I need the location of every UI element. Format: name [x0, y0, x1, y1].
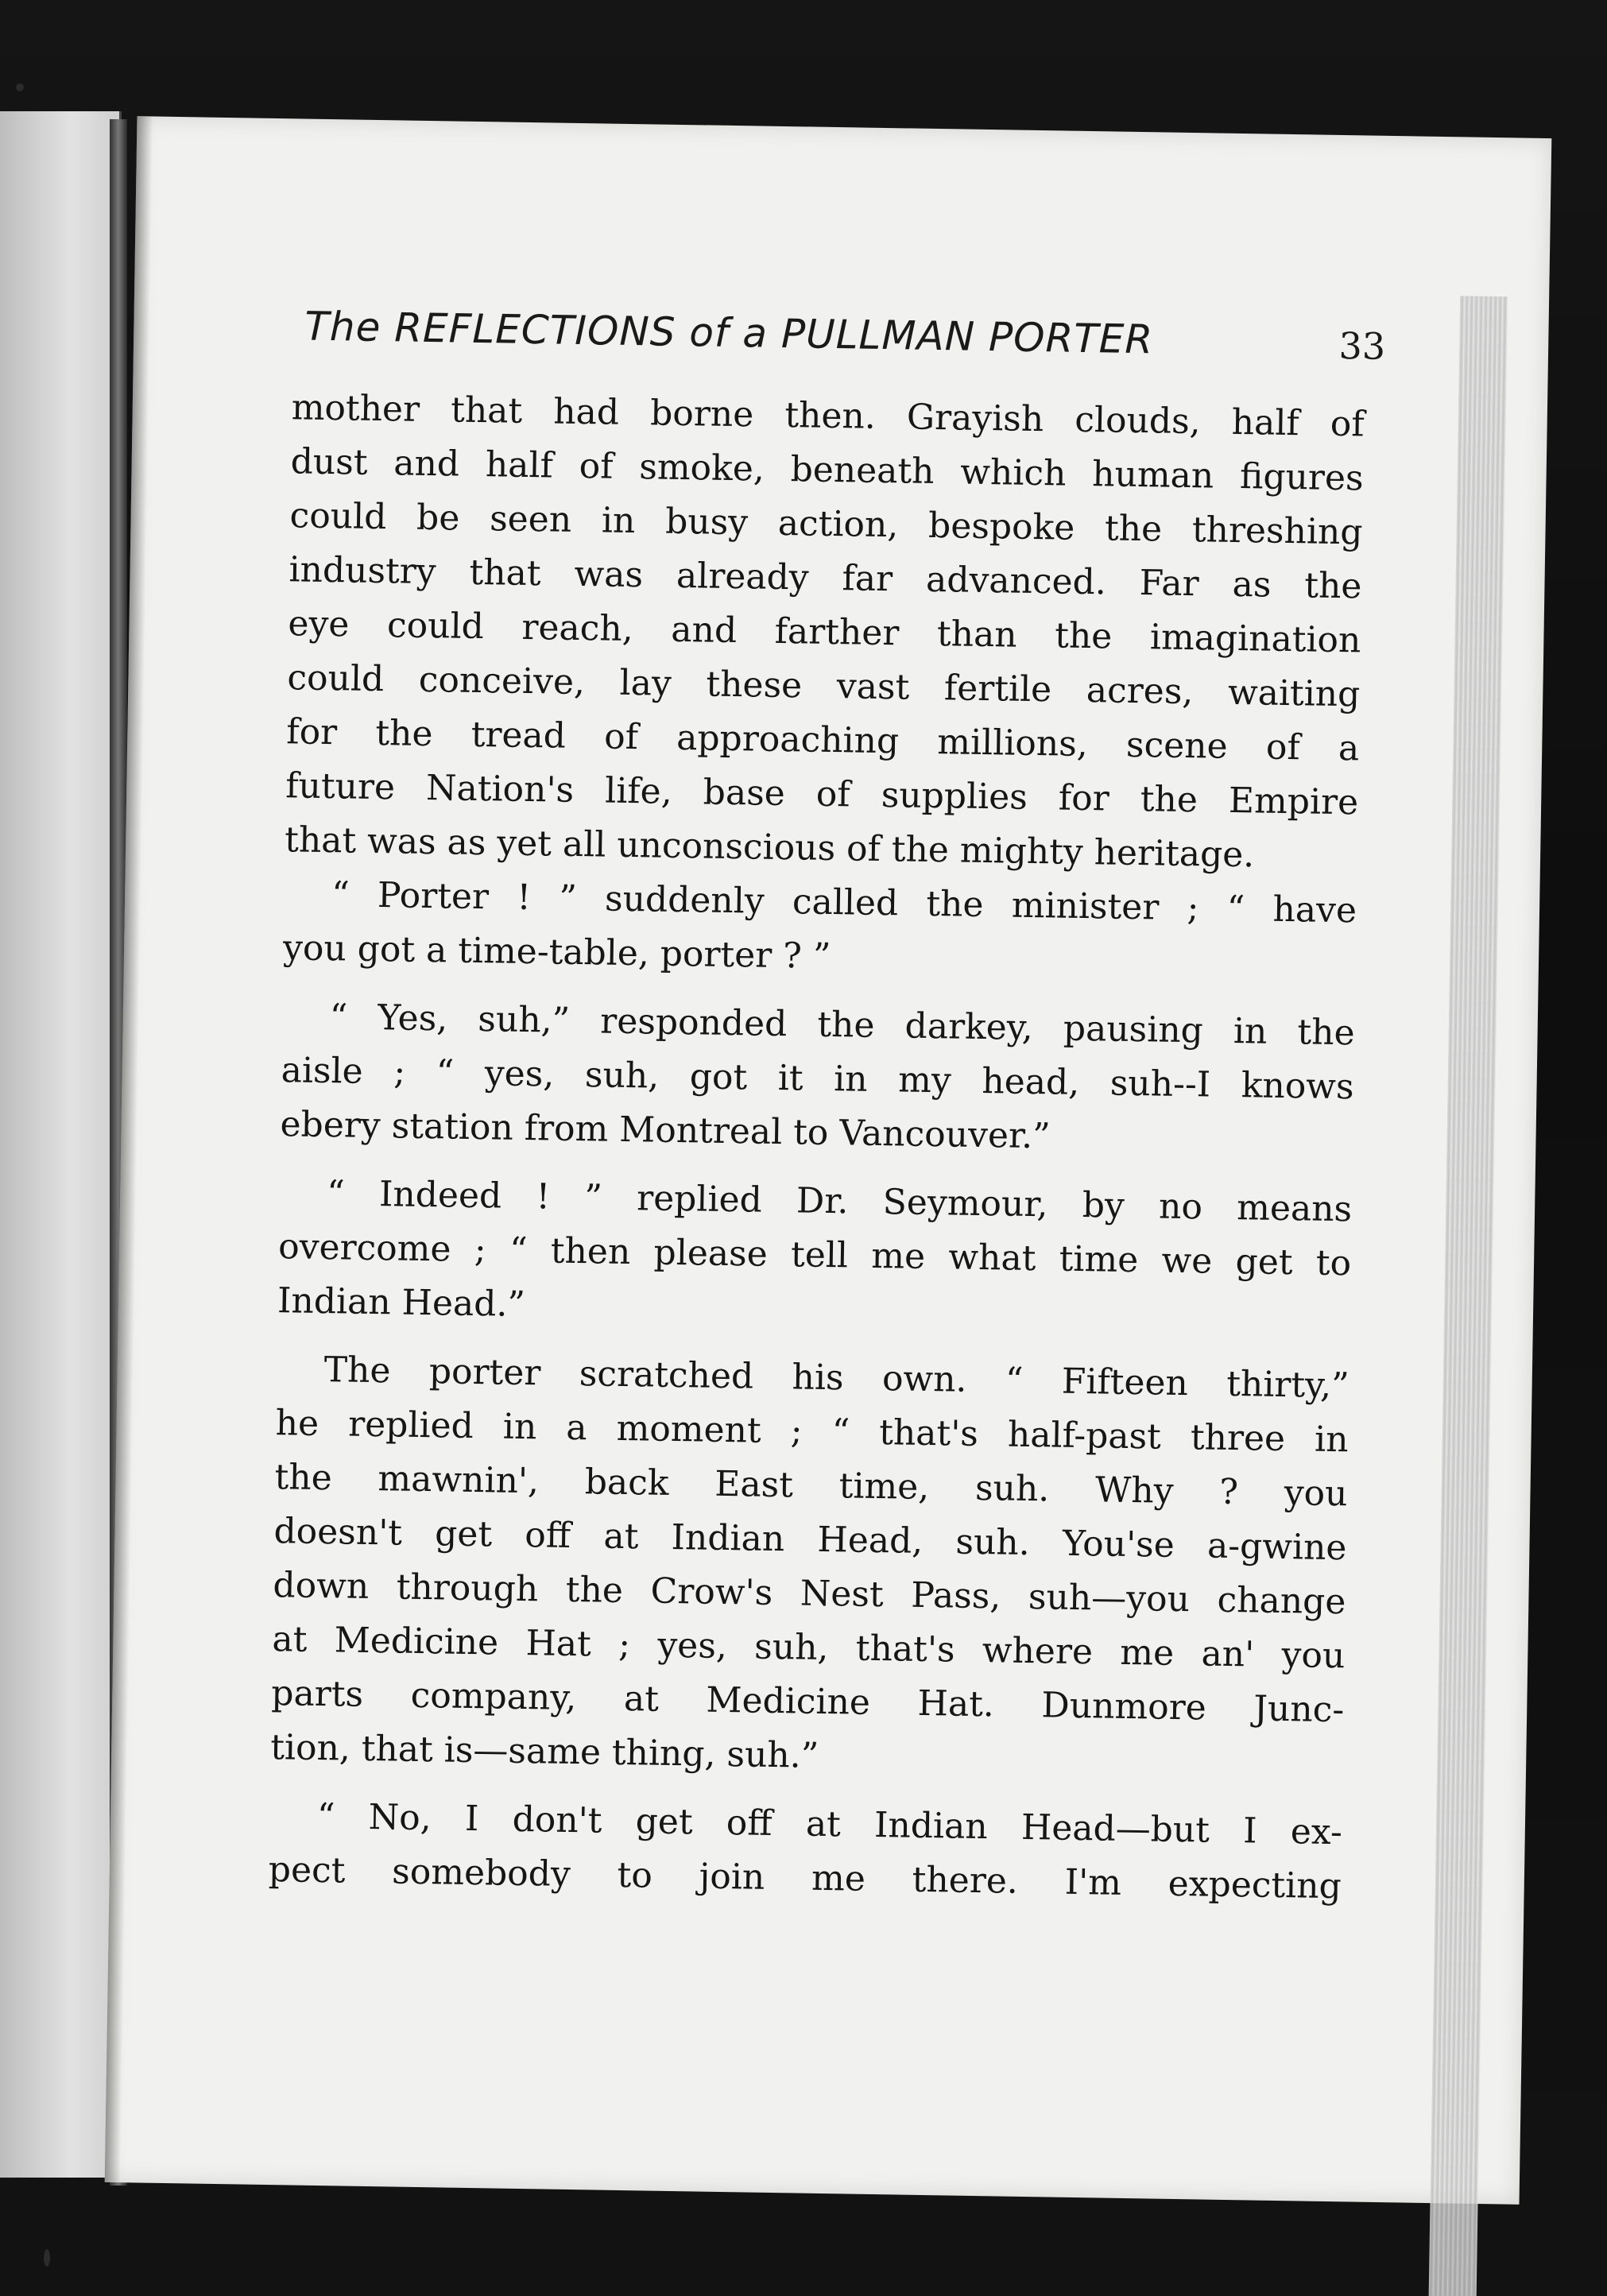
- paragraph: [283, 867, 1357, 992]
- previous-page-edge: [0, 111, 122, 2178]
- text-line: parts company, at Medicine Hat. Dunmore Junc-: [270, 1673, 1345, 1731]
- text-line: “ Porter ! ” suddenly called the minister ; “ have: [331, 874, 1357, 931]
- text-line: you got a time-table, porter ? ”: [282, 927, 831, 978]
- book-page: [105, 116, 1552, 2205]
- paragraph: [285, 381, 1365, 884]
- paragraph: [270, 1342, 1349, 1791]
- text-line: could be seen in busy action, bespoke the threshing: [289, 495, 1363, 553]
- text-line: industry that was already far advanced. Far as the: [288, 549, 1362, 607]
- text-line: at Medicine Hat ; yes, suh, that's where me an' you: [272, 1619, 1346, 1677]
- text-line: future Nation's life, base of supplies for the Empire: [285, 765, 1359, 823]
- text-line: doesn't get off at Indian Head, suh. You'se a-gwine: [273, 1511, 1347, 1569]
- text-line: pect somebody to join me there. I'm expecting: [268, 1849, 1342, 1907]
- text-line: for the tread of approaching millions, scene of a: [285, 711, 1360, 769]
- text-line: overcome ; “ then please tell me what time we get to: [277, 1226, 1352, 1284]
- text-line: tion, that is—same thing, suh.”: [269, 1727, 819, 1776]
- page-stack-edge: [1428, 296, 1508, 2296]
- paragraph: [280, 989, 1355, 1168]
- text-line: Indian Head.”: [277, 1280, 526, 1326]
- page-body: [268, 381, 1365, 1914]
- text-line: “ Yes, suh,” responded the darkey, pausing in the: [329, 997, 1355, 1054]
- text-line: the mawnin', back East time, suh. Why ? you: [274, 1457, 1348, 1515]
- paragraph: [268, 1789, 1342, 1914]
- text-line: mother that had borne then. Grayish clouds, half of: [291, 387, 1365, 445]
- text-line: that was as yet all unconscious of the mighty heritage.: [284, 819, 1255, 876]
- scan-speck: [44, 2249, 50, 2267]
- text-line: could conceive, lay these vast fertile acres, waiting: [287, 657, 1361, 715]
- paragraph: [277, 1166, 1353, 1345]
- text-line: ebery station from Montreal to Vancouver.”: [280, 1104, 1051, 1157]
- text-line: “ Indeed ! ” replied Dr. Seymour, by no means: [326, 1173, 1353, 1230]
- running-head: The REFLECTIONS of a PULLMAN PORTER: [304, 303, 1154, 363]
- text-line: eye could reach, and farther than the imagination: [288, 603, 1361, 661]
- text-line: The porter scratched his own. “ Fifteen thirty,”: [323, 1349, 1350, 1407]
- text-line: “ No, I don't get off at Indian Head—but I ex-: [316, 1796, 1343, 1853]
- text-line: aisle ; “ yes, suh, got it in my head, suh--I knows: [281, 1050, 1354, 1108]
- text-line: he replied in a moment ; “ that's half-past three in: [275, 1403, 1349, 1461]
- scan-speck: [16, 83, 24, 91]
- text-line: down through the Crow's Nest Pass, suh—you change: [273, 1565, 1346, 1623]
- text-line: dust and half of smoke, beneath which human figures: [290, 441, 1364, 499]
- page-header: [304, 304, 1386, 384]
- page-number: 33: [1338, 323, 1386, 368]
